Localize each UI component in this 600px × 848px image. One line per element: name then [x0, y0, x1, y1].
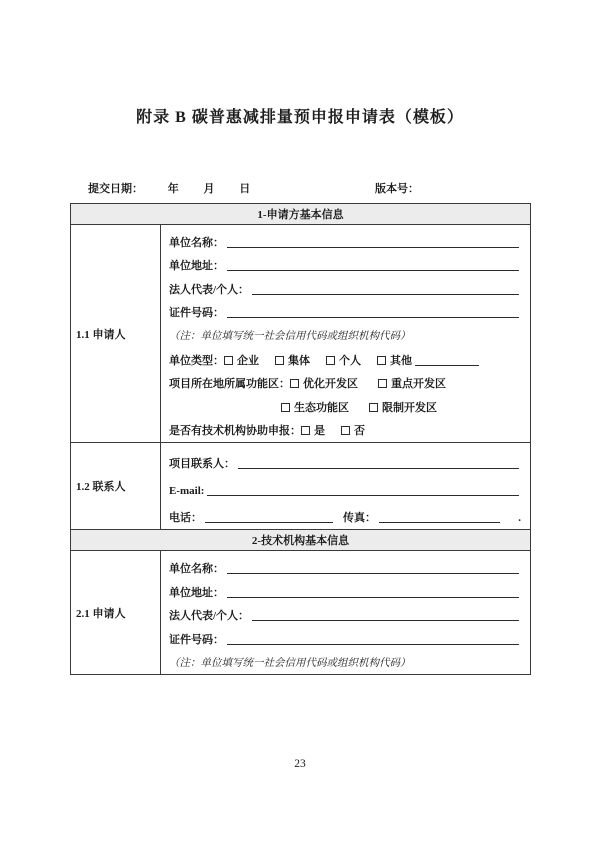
- page-number: 23: [294, 758, 306, 770]
- option-individual: [326, 356, 361, 370]
- fill-in-blank: [252, 620, 519, 621]
- fill-in-blank: [415, 365, 479, 366]
- legal-rep-label: 法人代表/个人：: [169, 610, 250, 623]
- fill-in-blank: [227, 597, 519, 598]
- field-phone-fax: [169, 500, 521, 527]
- note-line: [169, 649, 521, 673]
- unit-type-label: 单位类型：: [169, 354, 224, 367]
- fill-in-blank: [227, 270, 519, 271]
- field-legal-rep: [169, 275, 521, 299]
- unit-address-label: 单位地址：: [169, 586, 224, 599]
- fill-in-blank: [205, 522, 333, 523]
- option-key-zone: [378, 379, 446, 393]
- checkbox-icon: [301, 426, 310, 435]
- option-label: 否: [354, 425, 365, 438]
- option-label: 其他: [390, 354, 412, 367]
- field-unit-name: [169, 554, 521, 578]
- day-label: 日: [239, 183, 251, 195]
- row-1-2-label: 1.2 联系人: [71, 443, 161, 529]
- zone-label: 项目所在地所属功能区：: [169, 378, 290, 391]
- option-label: 企业: [237, 354, 259, 367]
- page-title: 附录 B 碳普惠减排量预申报申请表（模板）: [136, 109, 464, 126]
- field-legal-rep: [169, 602, 521, 626]
- checkbox-icon: [326, 356, 335, 365]
- option-yes: [301, 426, 325, 440]
- option-no: [341, 426, 365, 440]
- checkbox-icon: [341, 426, 350, 435]
- fill-in-blank: [227, 317, 519, 318]
- trailing-period: .: [518, 512, 521, 525]
- option-label: 是: [314, 425, 325, 438]
- option-collective: [275, 356, 310, 370]
- option-restricted-zone: [369, 403, 437, 417]
- row-1-2-contact: [71, 443, 530, 530]
- unit-name-label: 单位名称：: [169, 562, 224, 575]
- submit-date-label: 提交日期：: [88, 183, 143, 195]
- checkbox-icon: [281, 403, 290, 412]
- checkbox-icon: [369, 403, 378, 412]
- fill-in-blank: [207, 495, 519, 496]
- option-enterprise: [224, 356, 259, 370]
- option-label: 集体: [288, 354, 310, 367]
- field-id-number: [169, 625, 521, 649]
- id-number-label: 证件号码：: [169, 307, 224, 320]
- option-label: 个人: [339, 354, 361, 367]
- fill-in-blank: [227, 644, 519, 645]
- project-contact-label: 项目联系人：: [169, 458, 235, 471]
- row-1-1-content: [161, 225, 530, 442]
- option-label: 限制开发区: [382, 401, 437, 414]
- row-2-1-applicant: [71, 551, 530, 674]
- fill-in-blank: [252, 294, 519, 295]
- month-label: 月: [203, 183, 215, 195]
- field-unit-type: [169, 346, 521, 370]
- fill-in-blank: [238, 468, 519, 469]
- option-label: 生态功能区: [294, 401, 349, 414]
- email-label: E-mail:: [169, 485, 205, 498]
- option-label: 重点开发区: [391, 378, 446, 391]
- checkbox-icon: [224, 356, 233, 365]
- fill-in-blank: [227, 247, 519, 248]
- field-unit-name: [169, 228, 521, 252]
- option-optimized-zone: [290, 379, 358, 393]
- field-project-contact: [169, 446, 521, 473]
- unit-name-label: 单位名称：: [169, 236, 224, 249]
- field-id-number: [169, 299, 521, 323]
- note-text: （注：单位填写统一社会信用代码或组织机构代码）: [169, 331, 411, 343]
- year-label: 年: [167, 183, 179, 195]
- row-1-1-label: 1.1 申请人: [71, 225, 161, 442]
- fill-in-blank: [379, 522, 500, 523]
- submit-date-field: [88, 183, 250, 195]
- note-line: [169, 322, 521, 346]
- row-2-1-content: [161, 551, 530, 674]
- legal-rep-label: 法人代表/个人：: [169, 283, 250, 296]
- tech-assist-label: 是否有技术机构协助申报：: [169, 425, 301, 438]
- phone-label: 电话：: [169, 512, 202, 525]
- fax-label: 传真：: [343, 512, 376, 525]
- fill-in-blank: [227, 573, 519, 574]
- meta-row: [70, 180, 531, 196]
- version-label: 版本号：: [375, 183, 419, 195]
- section2-header: 2-技术机构基本信息: [71, 530, 530, 551]
- option-ecological-zone: [281, 403, 349, 417]
- row-1-2-content: [161, 443, 530, 529]
- checkbox-icon: [290, 379, 299, 388]
- checkbox-icon: [378, 379, 387, 388]
- application-form-table: [70, 203, 531, 675]
- field-functional-zone: [169, 370, 521, 394]
- checkbox-icon: [275, 356, 284, 365]
- note-text: （注：单位填写统一社会信用代码或组织机构代码）: [169, 657, 411, 669]
- unit-address-label: 单位地址：: [169, 260, 224, 273]
- id-number-label: 证件号码：: [169, 633, 224, 646]
- option-other: [377, 356, 412, 370]
- field-email: [169, 473, 521, 500]
- option-label: 优化开发区: [303, 378, 358, 391]
- row-2-1-label: 2.1 申请人: [71, 551, 161, 674]
- checkbox-icon: [377, 356, 386, 365]
- field-functional-zone-line2: [169, 393, 521, 417]
- field-unit-address: [169, 252, 521, 276]
- field-unit-address: [169, 578, 521, 602]
- row-1-1-applicant: [71, 225, 530, 443]
- section1-header: 1-申请方基本信息: [71, 204, 530, 225]
- field-tech-assist: [169, 417, 521, 441]
